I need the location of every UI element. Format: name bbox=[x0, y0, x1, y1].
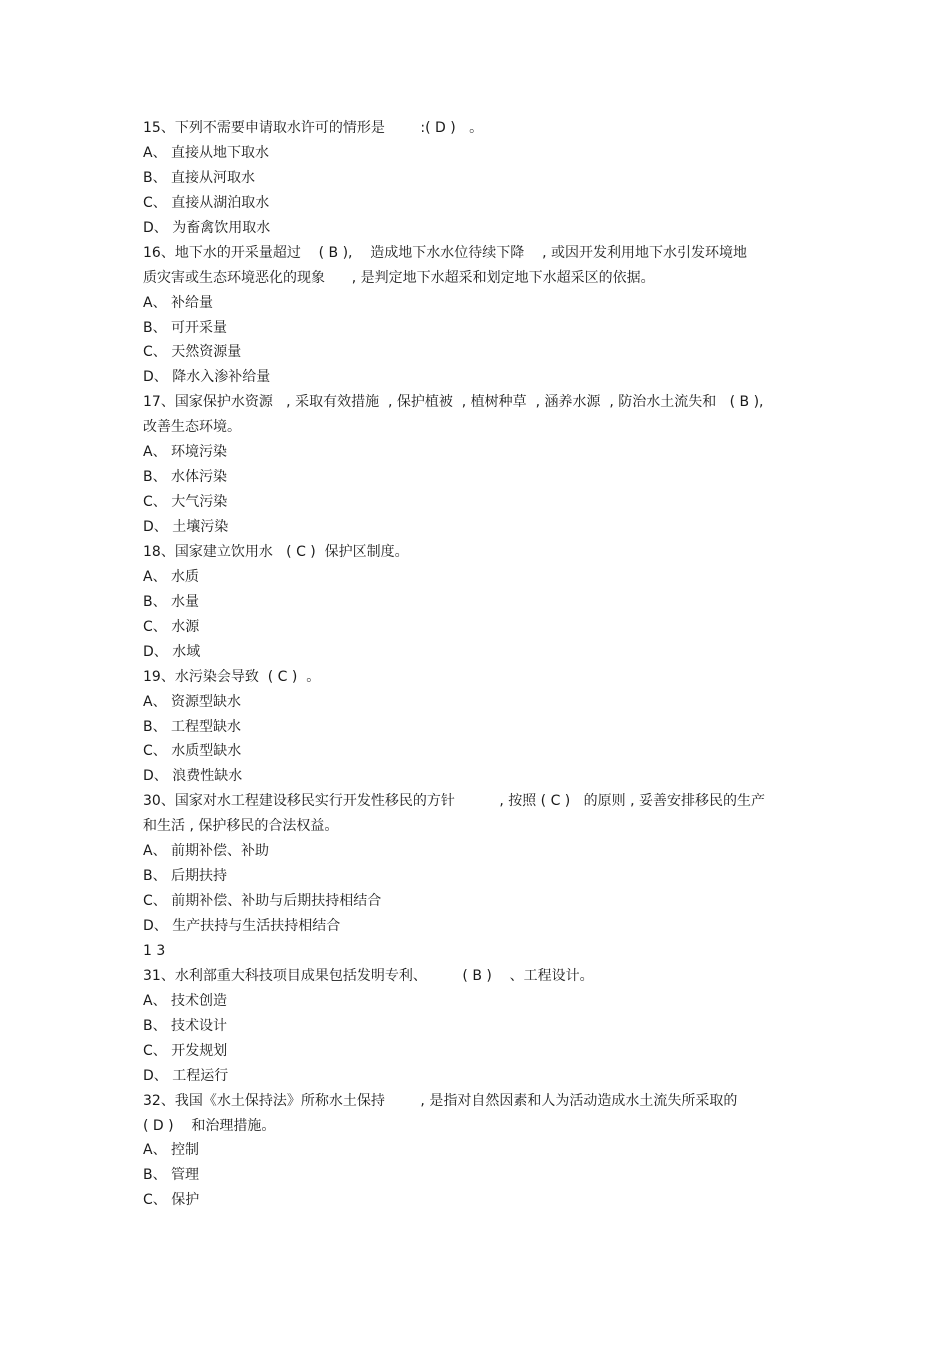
option-a: A、 水质 bbox=[143, 568, 200, 585]
question-15: 15、下列不需要申请取水许可的情形是 :( D ) 。 bbox=[143, 120, 484, 136]
option-d: D、 为畜禽饮用取水 bbox=[143, 219, 271, 236]
question-19: 19、水污染会导致 ( C ) 。 bbox=[143, 668, 321, 685]
page-marker: 1 3 bbox=[143, 942, 166, 959]
option-b: B、 可开采量 bbox=[143, 319, 228, 336]
option-b: B、 工程型缺水 bbox=[143, 718, 242, 735]
option-c: C、 直接从湖泊取水 bbox=[143, 194, 270, 211]
option-b: B、 技术设计 bbox=[143, 1017, 228, 1034]
option-d: D、 浪费性缺水 bbox=[143, 768, 243, 785]
option-c: C、 前期补偿、补助与后期扶持相结合 bbox=[143, 893, 382, 910]
option-a: A、 补给量 bbox=[143, 294, 214, 311]
option-c: C、 大气污染 bbox=[143, 494, 228, 511]
option-b: B、 水体污染 bbox=[143, 469, 228, 486]
option-c: C、 水质型缺水 bbox=[143, 743, 242, 760]
option-c: C、 保护 bbox=[143, 1192, 200, 1209]
option-a: A、 资源型缺水 bbox=[143, 693, 242, 710]
option-c: C、 开发规划 bbox=[143, 1042, 228, 1059]
option-d: D、 工程运行 bbox=[143, 1067, 229, 1084]
option-b: B、 水量 bbox=[143, 593, 200, 610]
option-c: C、 水源 bbox=[143, 618, 200, 635]
option-a: A、 前期补偿、补助 bbox=[143, 843, 270, 860]
question-17-continued: 改善生态环境。 bbox=[143, 419, 241, 436]
option-a: A、 环境污染 bbox=[143, 444, 228, 461]
option-d: D、 土壤污染 bbox=[143, 519, 229, 535]
option-d: D、 降水入渗补给量 bbox=[143, 369, 271, 386]
question-18: 18、国家建立饮用水 ( C ) 保护区制度。 bbox=[143, 543, 409, 560]
question-32: 32、我国《水土保持法》所称水土保持 , 是指对自然因素和人为活动造成水土流失所采取的 bbox=[143, 1092, 738, 1109]
question-32-continued: ( D ) 和治理措施。 bbox=[143, 1117, 276, 1134]
question-17: 17、国家保护水资源 , 采取有效措施 , 保护植被 , 植树种草 , 涵养水源 , 防治水土流失和 ( B ), bbox=[143, 394, 764, 411]
question-30-continued: 和生活 , 保护移民的合法权益。 bbox=[143, 818, 339, 835]
question-31: 31、水利部重大科技项目成果包括发明专利、 ( B ) 、工程设计。 bbox=[143, 967, 594, 984]
option-a: A、 直接从地下取水 bbox=[143, 144, 270, 161]
option-a: A、 技术创造 bbox=[143, 992, 228, 1009]
option-b: B、 直接从河取水 bbox=[143, 169, 256, 186]
option-b: B、 后期扶持 bbox=[143, 868, 228, 885]
option-a: A、 控制 bbox=[143, 1142, 200, 1159]
option-d: D、 水域 bbox=[143, 643, 201, 660]
option-c: C、 天然资源量 bbox=[143, 344, 242, 361]
question-16: 16、地下水的开采量超过 ( B ), 造成地下水水位待续下降 , 或因开发利用地下水引发环境地 bbox=[143, 244, 747, 261]
question-16-continued: 质灾害或生态环境恶化的现象 , 是判定地下水超采和划定地下水超采区的依据。 bbox=[143, 269, 655, 286]
document-body bbox=[143, 116, 803, 1213]
option-b: B、 管理 bbox=[143, 1167, 200, 1184]
option-d: D、 生产扶持与生活扶持相结合 bbox=[143, 918, 341, 934]
question-30: 30、国家对水工程建设移民实行开发性移民的方针 , 按照 ( C ) 的原则 , 妥善安排移民的生产 bbox=[143, 793, 765, 810]
